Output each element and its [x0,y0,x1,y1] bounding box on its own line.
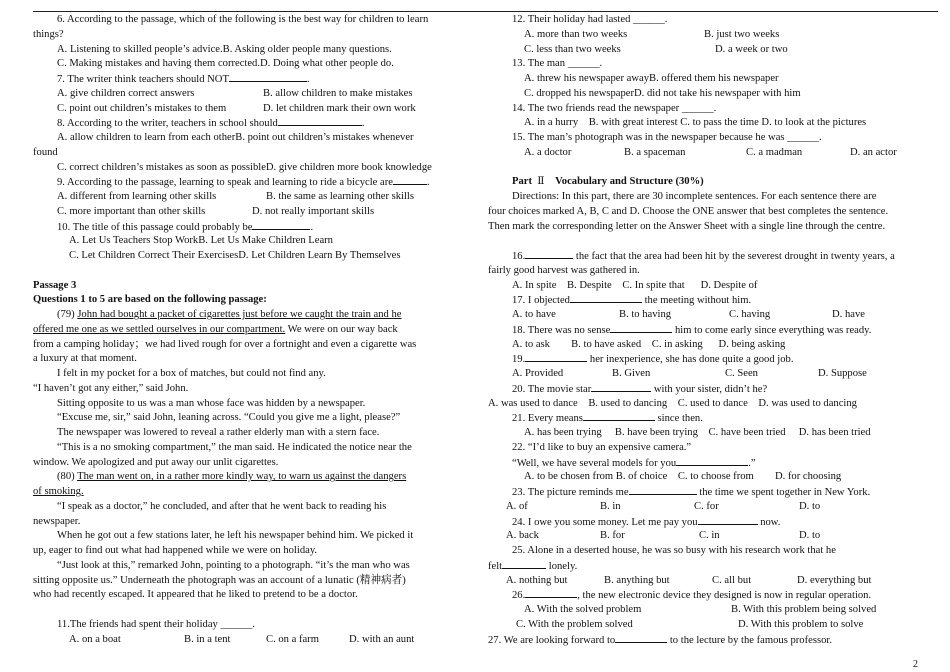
q10-options-ab: A. Let Us Teachers Stop WorkB. Let Us Make Children Learn [69,235,333,247]
q19-stem: 19. her inexperience, she has done quite a good job. [512,354,794,366]
q22-stem-line2: “Well, we have several models for you .” [512,457,756,469]
q19-options: A. Provided B. Given C. Seen D. Suppose [512,368,867,379]
q6-options-cd: C. Making mistakes and having them corrected.D. Doing what other people do. [57,58,394,70]
passage-para-7: “This is a no smoking compartment,” the man said. He indicated the notice near the [57,441,412,453]
q13-options-cd: C. dropped his newspaperD. did not take his newspaper with him [524,87,801,99]
answer-blank [229,72,307,82]
passage-para-6: The newspaper was lowered to reveal a rather elderly man with a stern face. [57,427,380,438]
q18-stem: 18. There was no sense him to come early since everything was ready. [512,324,872,336]
answer-blank [525,249,573,259]
directions-line3: Then mark the corresponding letter on the Answer Sheet with a single line through the centre. [488,220,886,232]
q10-options-cd: C. Let Children Correct Their ExercisesD. Let Children Learn By Themselves [69,250,401,261]
q13-stem: 13. The man ______. [512,58,603,70]
passage-para-1-line3: from a camping holiday；we had lived rough for over a fortnight and even a cigarette was [33,338,417,350]
answer-blank [591,382,651,392]
q15-options: A. a doctor B. a spaceman C. a madman D. an actor [524,146,897,158]
directions: Directions: In this part, there are 30 incomplete sentences. For each sentence there are [512,191,877,202]
passage-para-2: I felt in my pocket for a box of matches, but could not find any. [57,368,326,379]
passage-para-9: “I speak as a doctor,” he concluded, and after that he went back to reading his [57,500,387,512]
page-number: 2 [913,659,918,670]
q25-stem-line2: felt lonely. [488,560,578,572]
passage-para-8: (80) The man went on, in a rather more kindly way, to warn us against the dangers [57,471,407,483]
passage-para-11-line2: sitting opposite us.” Underneath the photograph was an account of a lunatic (精神病者) [33,574,406,586]
q10-stem: 10. The title of this passage could probably be . [57,221,314,233]
passage-para-1-line4: a luxury at that moment. [33,353,137,365]
answer-blank [278,116,362,126]
q8-options-cd: C. correct children’s mistakes as soon as possibleD. give children more book knowledge [57,161,432,173]
q22-options: A. to be chosen from B. of choice C. to choose from D. for choosing [524,471,842,483]
q25-options: A. nothing but B. anything but C. all but D. everything but [506,574,872,586]
answer-blank [676,456,748,466]
q6-stem: 6. According to the passage, which of the following is the best way for children to learn [57,14,429,25]
part-heading: Part Ⅱ Vocabulary and Structure (30%) [512,176,704,188]
q6-options-ab: A. Listening to skilled people’s advice.B. Asking older people many questions. [57,43,392,55]
q25-stem: 25. Alone in a deserted house, he was so busy with his research work that he [512,545,836,556]
answer-blank [698,515,758,525]
passage-para-5: “Excuse me, sir,” said John, leaning across. “Could you give me a light, please?” [57,412,401,424]
q16-options: A. In spite B. Despite C. In spite that D. Despite of [512,279,758,291]
q8-options-ab: A. allow children to learn from each otherB. point out children’s mistakes whenever [57,132,414,143]
answer-blank [583,411,655,421]
top-rule [33,11,938,12]
q23-options: A. of B. in C. for D. to [506,500,821,512]
q7-options-cd: C. point out children’s mistakes to them D. let children mark their own work [57,102,416,114]
q7-stem: 7. The writer think teachers should NOT . [57,74,310,85]
q9-stem: 9. According to the passage, learning to speak and learning to ride a bicycle are . [57,177,430,189]
q23-stem: 23. The picture reminds me the time we spent together in New York. [512,487,871,498]
answer-blank [570,293,642,303]
answer-blank [615,633,667,643]
answer-blank [610,323,672,333]
passage-para-11-line3: who had recently escaped. It appeared that he liked to pretend to be a doctor. [33,589,358,601]
q16-stem-cont: fairly good harvest was gathered in. [488,264,640,276]
q12-stem: 12. Their holiday had lasted ______. [512,14,668,25]
passage-para-1: (79) John had bought a packet of cigarettes just before we caught the train and he [57,309,402,320]
q26-stem: 26. , the new electronic device they designed is now in regular operation. [512,590,872,602]
passage-para-4: Sitting opposite to us was a man whose face was hidden by a newspaper. [57,397,366,409]
answer-blank [252,220,310,230]
q22-stem: 22. “I’d like to buy an expensive camera.” [512,441,692,453]
q17-stem: 17. I objected the meeting without him. [512,295,752,307]
q20-stem: 20. The movie star with your sister, didn’t he? [512,383,768,395]
q8-options-ab-cont: found [33,146,58,158]
q24-options: A. back B. for C. in D. to [506,530,821,542]
passage-para-10: When he got out a few stations later, he left his newspaper behind him. We picked it [57,530,414,542]
passage-para-9-line2: newspaper. [33,515,81,527]
q17-options: A. to have B. to having C. having D. have [512,309,865,320]
q9-options-cd: C. more important than other skills D. not really important skills [57,205,375,217]
q24-stem: 24. I owe you some money. Let me pay you now. [512,516,781,528]
q12-options-ab: A. more than two weeks B. just two weeks [524,28,780,40]
q16-stem: 16. the fact that the area had been hit by the severest drought in twenty years, a [512,251,895,262]
q11-stem: 11.The friends had spent their holiday ______. [57,618,255,630]
q11-options: A. on a boat B. in a tent C. on a farm D. with an aunt [69,633,415,645]
q15-stem: 15. The man’s photograph was in the newspaper because he was ______. [512,132,822,143]
q26-options-ab: A. With the solved problem B. With this problem being solved [524,604,877,615]
q21-stem: 21. Every means since then. [512,413,703,425]
q14-options: A. in a hurry B. with great interest C. to pass the time D. to look at the pictures [524,117,867,129]
q27-stem: 27. We are looking forward to to the lecture by the famous professor. [488,634,832,646]
q9-options-ab: A. different from learning other skills B. the same as learning other skills [57,191,414,202]
answer-blank [502,559,546,569]
q7-options-ab: A. give children correct answers B. allow children to make mistakes [57,87,413,99]
q8-stem: 8. According to the writer, teachers in school should . [57,118,365,130]
q20-options: A. was used to dance B. used to dancing C. used to dance D. was used to dancing [488,397,857,409]
passage-para-3: “I haven’t got any either,” said John. [33,382,189,394]
passage-instruction: Questions 1 to 5 are based on the following passage: [33,294,267,306]
passage-para-1-line2: offered me one as we settled ourselves in our compartment. We were on our way back [33,323,398,335]
answer-blank [393,175,427,185]
passage-para-7-line2: window. We apologized and put away our unlit cigarettes. [33,456,279,468]
passage-para-10-line2: up, eager to find out what had happened while we were on holiday. [33,545,318,556]
passage-para-8-line2: of smoking. [33,486,84,497]
q6-stem-cont: things? [33,28,64,40]
q12-options-cd: C. less than two weeks D. a week or two [524,43,788,55]
answer-blank [525,352,587,362]
left-column [33,13,481,647]
q18-options: A. to ask B. to have asked C. in asking D. being asking [512,338,786,350]
answer-blank [525,588,577,598]
q21-options: A. has been trying B. have been trying C. have been tried D. has been tried [524,427,871,438]
q13-options-ab: A. threw his newspaper awayB. offered them his newspaper [524,73,779,84]
directions-line2: four choices marked A, B, C and D. Choose the ONE answer that best completes the sentence. [488,205,889,217]
passage-title: Passage 3 [33,279,77,291]
q26-options-cd: C. With the problem solved D. With this problem to solve [516,618,864,630]
answer-blank [629,485,697,495]
q14-stem: 14. The two friends read the newspaper ______. [512,102,717,114]
passage-para-11: “Just look at this,” remarked John, pointing to a photograph. “it’s the man who was [57,559,410,571]
right-column [488,13,940,647]
